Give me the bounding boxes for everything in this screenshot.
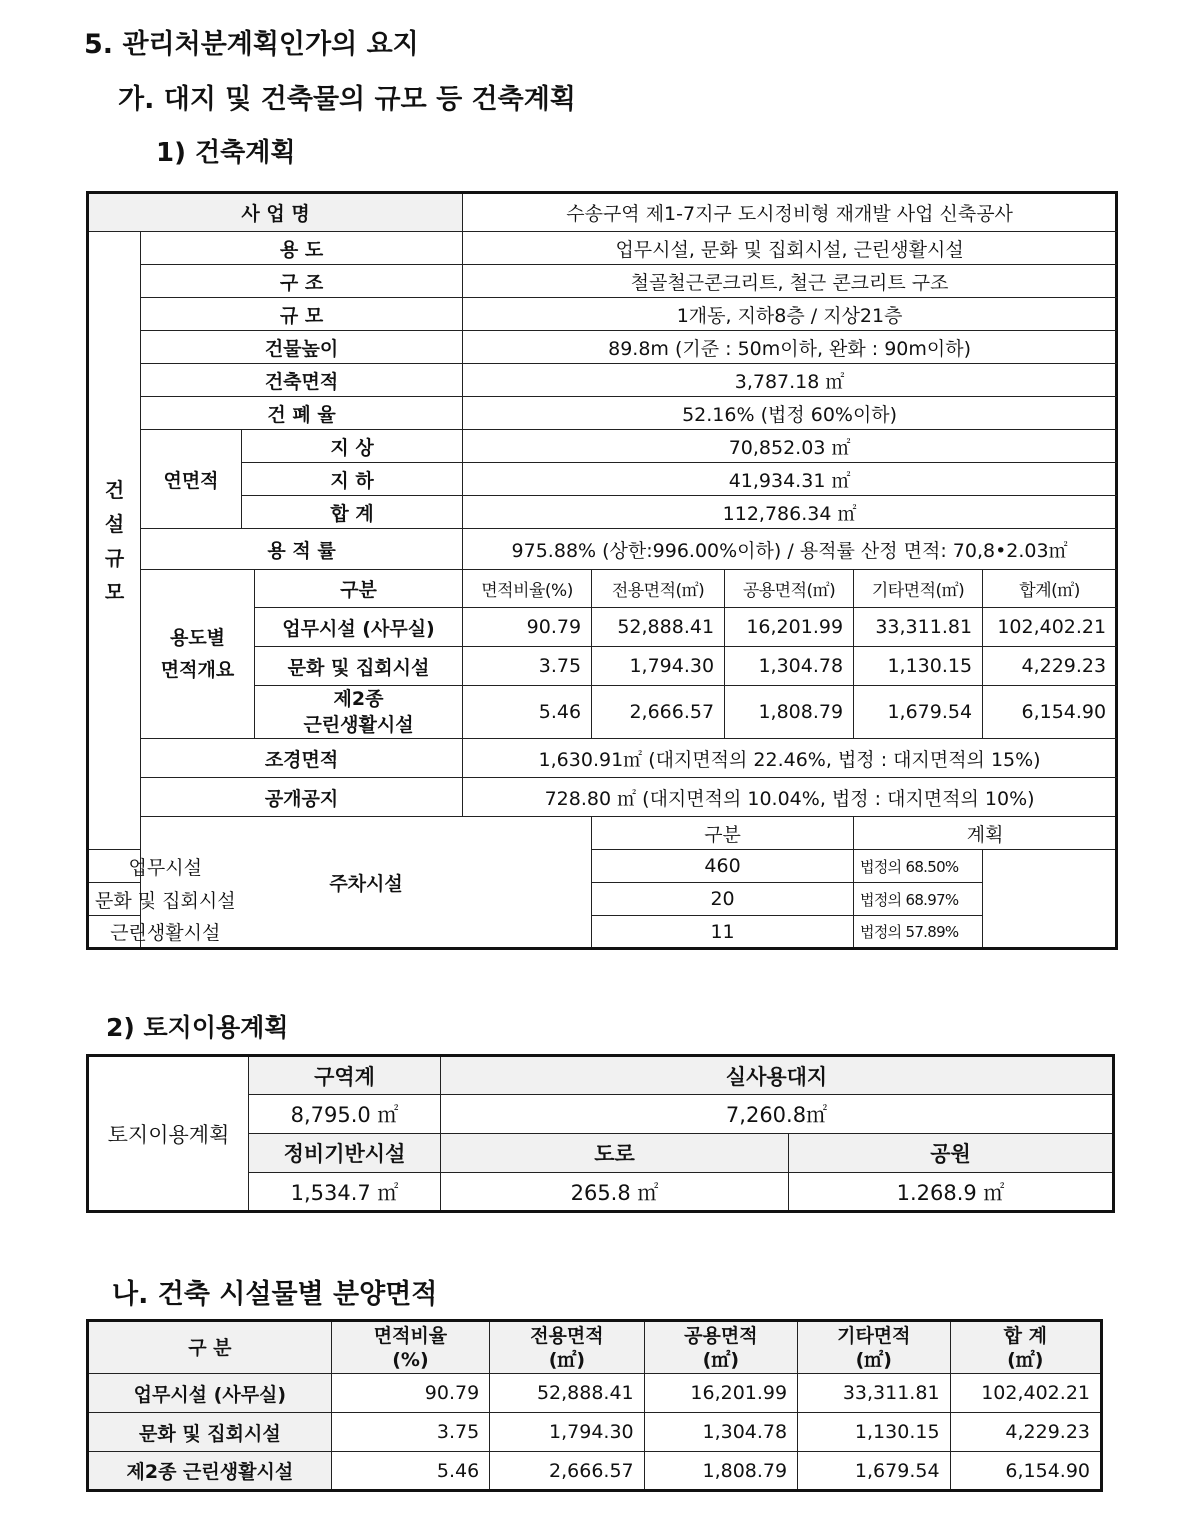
height-label: 건물높이	[141, 331, 463, 364]
sale-cell: 3.75	[331, 1413, 489, 1452]
land-use-heading: 2) 토지이용계획	[106, 1013, 289, 1042]
use-area-cell: 5.46	[463, 686, 592, 739]
project-name-value: 수송구역 제1-7지구 도시정비형 재개발 사업 신축공사	[463, 193, 1117, 232]
parking-header-category: 구분	[592, 817, 854, 850]
below-ground-value: 41,934.31 ㎡	[463, 463, 1117, 496]
scale-label: 규 모	[141, 298, 463, 331]
sale-header-total: 합 계 (㎡)	[950, 1321, 1101, 1374]
parking-cell: 460	[592, 850, 854, 883]
use-area-row-neighborhood-label: 제2종 근린생활시설	[255, 686, 463, 739]
sale-row-office: 업무시설 (사무실)	[88, 1374, 332, 1413]
use-area-cell: 1,679.54	[854, 686, 983, 739]
use-area-cell: 1,794.30	[592, 647, 725, 686]
parking-note: 법정의 68.97%	[854, 883, 983, 916]
use-area-cell: 1,304.78	[725, 647, 854, 686]
building-area-label: 건축면적	[141, 364, 463, 397]
sale-cell: 33,311.81	[798, 1374, 950, 1413]
structure-label: 구 조	[141, 265, 463, 298]
use-area-row-office-label: 업무시설 (사무실)	[255, 608, 463, 647]
building-area-value: 3,787.18 ㎡	[463, 364, 1117, 397]
use-area-cell: 2,666.57	[592, 686, 725, 739]
park-label: 공원	[789, 1134, 1114, 1173]
above-ground-value: 70,852.03 ㎡	[463, 430, 1117, 463]
coverage-label: 건 폐 율	[141, 397, 463, 430]
land-use-table	[86, 1054, 1115, 1213]
sale-cell: 6,154.90	[950, 1452, 1101, 1491]
sale-header-category: 구 분	[88, 1321, 332, 1374]
construction-scale-label: 건 설 규 모	[88, 232, 141, 850]
floor-total-value: 112,786.34 ㎡	[463, 496, 1117, 529]
zone-total-label: 구역계	[249, 1056, 441, 1095]
scale-value: 1개동, 지하8층 / 지상21층	[463, 298, 1117, 331]
sale-header-other: 기타면적 (㎡)	[798, 1321, 950, 1374]
road-label: 도로	[441, 1134, 789, 1173]
building-plan-heading: 1) 건축계획	[156, 138, 296, 168]
sale-cell: 52,888.41	[490, 1374, 644, 1413]
below-ground-label: 지 하	[242, 463, 463, 496]
sale-cell: 1,808.79	[644, 1452, 797, 1491]
far-value: 975.88% (상한:996.00%이하) / 용적률 산정 면적: 70,8•2.03㎡	[463, 529, 1117, 570]
section-heading-5: 5. 관리처분계획인가의 요지	[84, 29, 419, 60]
use-area-header-other: 기타면적(㎡)	[854, 570, 983, 608]
sale-cell: 90.79	[331, 1374, 489, 1413]
sale-cell: 102,402.21	[950, 1374, 1101, 1413]
use-area-header-exclusive: 전용면적(㎡)	[592, 570, 725, 608]
sale-header-exclusive: 전용면적 (㎡)	[490, 1321, 644, 1374]
structure-value: 철골철근콘크리트, 철근 콘크리트 구조	[463, 265, 1117, 298]
zone-total-value: 8,795.0 ㎡	[249, 1095, 441, 1134]
sale-header-ratio: 면적비율 (%)	[331, 1321, 489, 1374]
use-area-cell: 33,311.81	[854, 608, 983, 647]
parking-note: 법정의 68.50%	[854, 850, 983, 883]
use-area-cell: 1,808.79	[725, 686, 854, 739]
open-space-label: 공개공지	[141, 778, 463, 817]
use-area-row-culture-label: 문화 및 집회시설	[255, 647, 463, 686]
use-area-header-common: 공용면적(㎡)	[725, 570, 854, 608]
use-area-header-total: 합계(㎡)	[983, 570, 1117, 608]
parking-row-office: 업무시설	[88, 850, 242, 883]
use-area-header-category: 구분	[255, 570, 463, 608]
use-area-cell: 4,229.23	[983, 647, 1117, 686]
coverage-value: 52.16% (법정 60%이하)	[463, 397, 1117, 430]
building-plan-table	[86, 191, 1118, 950]
sale-cell: 5.46	[331, 1452, 489, 1491]
sale-cell: 1,794.30	[490, 1413, 644, 1452]
floor-area-label: 연면적	[141, 430, 242, 529]
use-area-label: 용도별 면적개요	[141, 570, 255, 739]
sale-area-table	[86, 1319, 1103, 1492]
subsection-heading-ga: 가. 대지 및 건축물의 규모 등 건축계획	[118, 84, 576, 115]
sale-area-heading: 나. 건축 시설물별 분양면적	[112, 1279, 438, 1310]
sale-row-neighborhood: 제2종 근린생활시설	[88, 1452, 332, 1491]
use-area-cell: 102,402.21	[983, 608, 1117, 647]
park-value: 1.268.9 ㎡	[789, 1173, 1114, 1212]
parking-cell: 20	[592, 883, 854, 916]
use-area-cell: 3.75	[463, 647, 592, 686]
use-area-cell: 52,888.41	[592, 608, 725, 647]
use-area-cell: 6,154.90	[983, 686, 1117, 739]
parking-header-plan: 계획	[854, 817, 1117, 850]
sale-cell: 1,130.15	[798, 1413, 950, 1452]
open-space-value: 728.80 ㎡ (대지면적의 10.04%, 법정 : 대지면적의 10%)	[463, 778, 1117, 817]
landscape-label: 조경면적	[141, 739, 463, 778]
sale-row-culture: 문화 및 집회시설	[88, 1413, 332, 1452]
above-ground-label: 지 상	[242, 430, 463, 463]
parking-row-culture: 문화 및 집회시설	[88, 883, 242, 916]
sale-cell: 16,201.99	[644, 1374, 797, 1413]
land-use-label: 토지이용계획	[88, 1056, 249, 1212]
sale-cell: 2,666.57	[490, 1452, 644, 1491]
landscape-value: 1,630.91㎡ (대지면적의 22.46%, 법정 : 대지면적의 15%)	[463, 739, 1117, 778]
use-area-cell: 16,201.99	[725, 608, 854, 647]
use-area-cell: 90.79	[463, 608, 592, 647]
project-name-label: 사 업 명	[88, 193, 463, 232]
sale-cell: 1,304.78	[644, 1413, 797, 1452]
far-label: 용 적 률	[141, 529, 463, 570]
site-value: 7,260.8㎡	[441, 1095, 1114, 1134]
floor-total-label: 합 계	[242, 496, 463, 529]
site-label: 실사용대지	[441, 1056, 1114, 1095]
infra-label: 정비기반시설	[249, 1134, 441, 1173]
parking-label: 주차시설	[141, 817, 592, 949]
parking-row-neighborhood: 근린생활시설	[88, 916, 242, 949]
road-value: 265.8 ㎡	[441, 1173, 789, 1212]
parking-note: 법정의 57.89%	[854, 916, 983, 949]
use-area-header-ratio: 면적비율(%)	[463, 570, 592, 608]
parking-cell: 11	[592, 916, 854, 949]
sale-header-common: 공용면적 (㎡)	[644, 1321, 797, 1374]
height-value: 89.8m (기준 : 50m이하, 완화 : 90m이하)	[463, 331, 1117, 364]
use-value: 업무시설, 문화 및 집회시설, 근린생활시설	[463, 232, 1117, 265]
use-label: 용 도	[141, 232, 463, 265]
infra-value: 1,534.7 ㎡	[249, 1173, 441, 1212]
use-area-cell: 1,130.15	[854, 647, 983, 686]
sale-cell: 4,229.23	[950, 1413, 1101, 1452]
sale-cell: 1,679.54	[798, 1452, 950, 1491]
